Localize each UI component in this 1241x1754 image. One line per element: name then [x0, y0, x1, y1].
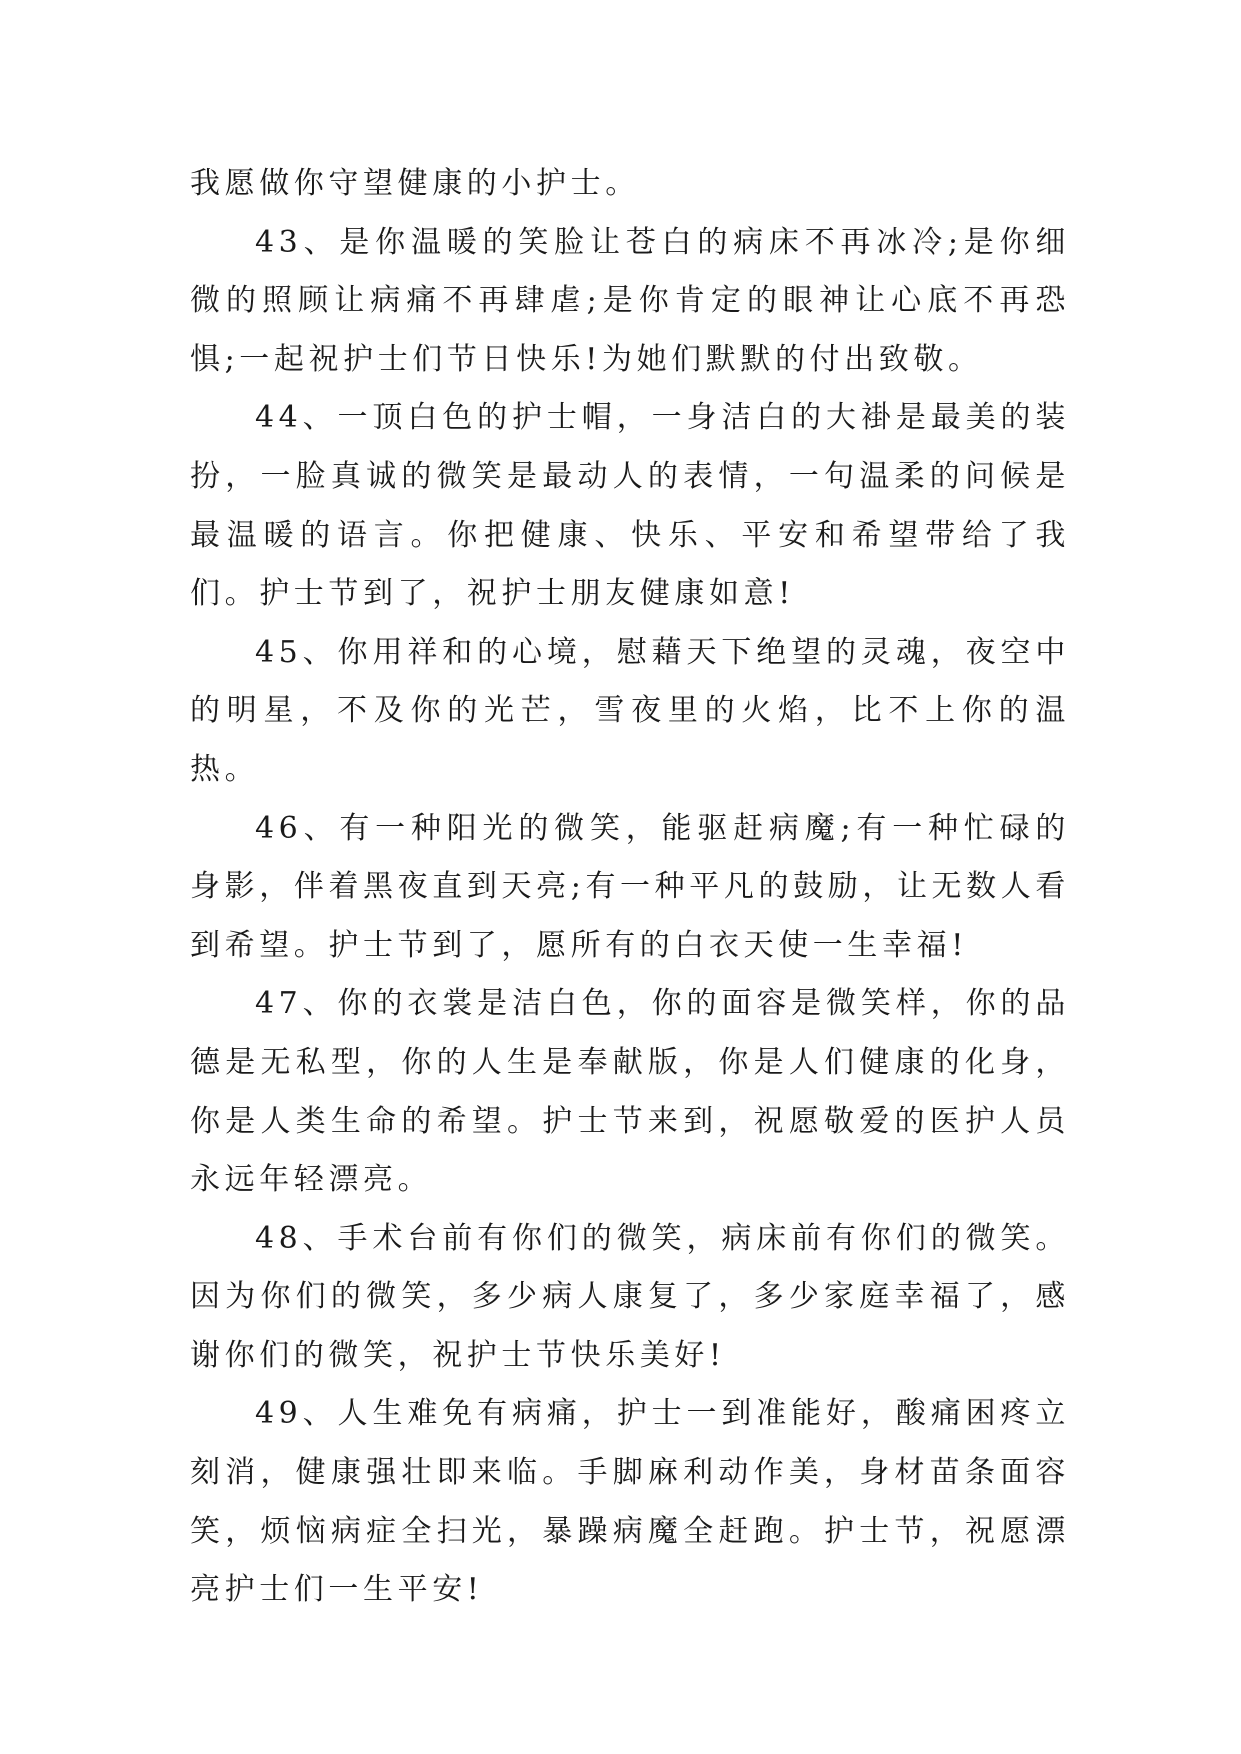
paragraph-42-continuation: 我愿做你守望健康的小护士。 [190, 166, 640, 201]
paragraph-43: 43、是你温暖的笑脸让苍白的病床不再冰冷;是你细微的照顾让病痛不再肆虐;是你肯定的眼神让心底不再恐惧;一起祝护士们节日快乐!为她们默默的付出致敬。 [190, 224, 1070, 377]
paragraph-48: 48、手术台前有你们的微笑，病床前有你们的微笑。因为你们的微笑，多少病人康复了，多少家庭幸福了，感谢你们的微笑，祝护士节快乐美好! [190, 1220, 1070, 1373]
paragraph-44: 44、一顶白色的护士帽，一身洁白的大褂是最美的装扮，一脸真诚的微笑是最动人的表情，一句温柔的问候是最温暖的语言。你把健康、快乐、平安和希望带给了我们。护士节到了，祝护士朋友健康如意! [190, 400, 1070, 612]
paragraph-45: 45、你用祥和的心境，慰藉天下绝望的灵魂，夜空中的明星，不及你的光芒，雪夜里的火焰，比不上你的温热。 [190, 634, 1070, 787]
paragraph-47: 47、你的衣裳是洁白色，你的面容是微笑样，你的品德是无私型，你的人生是奉献版，你是人们健康的化身，你是人类生命的希望。护士节来到，祝愿敬爱的医护人员永远年轻漂亮。 [190, 986, 1070, 1198]
document-body [190, 155, 1070, 1620]
paragraph-49: 49、人生难免有病痛，护士一到准能好，酸痛困疼立刻消，健康强壮即来临。手脚麻利动作美，身材苗条面容笑，烦恼病症全扫光，暴躁病魔全赶跑。护士节，祝愿漂亮护士们一生平安! [190, 1396, 1070, 1608]
paragraph-46: 46、有一种阳光的微笑，能驱赶病魔;有一种忙碌的身影，伴着黑夜直到天亮;有一种平凡的鼓励，让无数人看到希望。护士节到了，愿所有的白衣天使一生幸福! [190, 810, 1070, 963]
